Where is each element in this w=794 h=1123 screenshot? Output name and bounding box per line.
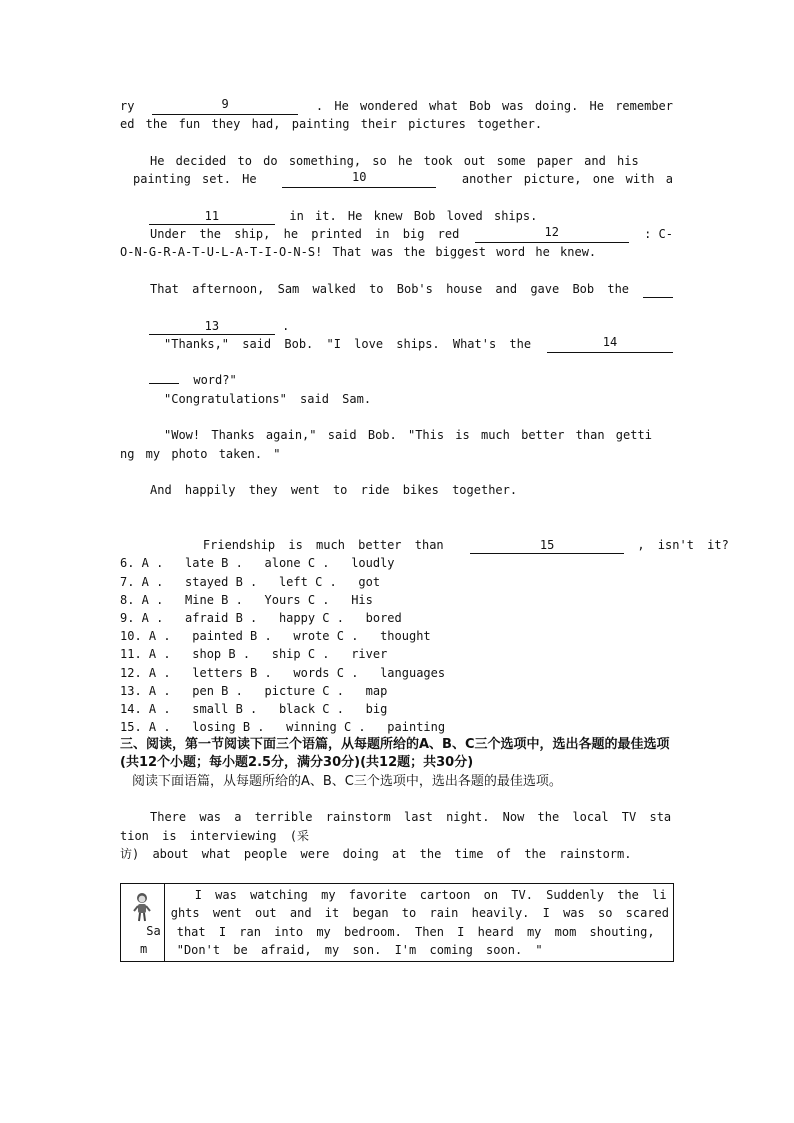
story-line: painting set. He 10 another picture, one with a (120, 170, 673, 188)
story-line: O-N-G-R-A-T-U-L-A-T-I-O-N-S! That was the biggest word he knew. (120, 245, 597, 260)
speaker-cell (121, 884, 165, 962)
speech-cell (164, 884, 673, 962)
interview-table (120, 883, 674, 962)
speech-line: I was watching my favorite cartoon on TV. Suddenly the li (194, 888, 667, 902)
section-heading: 三、阅读，第一节阅读下面三个语篇，从每题所给的A、B、C三个选项中，选出各题的最佳选项(共12个小题；每小题2.5分，满分30分)(共12题；共30分) (120, 737, 670, 771)
speech-line: ghts went out and it began to rain heavily. I was so scared (170, 906, 669, 921)
section-instruction: 阅读下面语篇，从每题所给的A、B、C三个选项中，选出各题的最佳选项。 (132, 774, 562, 790)
option-row[interactable]: 11. A . shop B . ship C . river (120, 647, 388, 662)
option-row[interactable]: 10. A . painted B . wrote C . thought (120, 629, 431, 644)
answer-options (120, 554, 673, 736)
intro-line: tion is interviewing (采 (120, 828, 309, 843)
option-row[interactable]: 9. A . afraid B . happy C . bored (120, 610, 402, 625)
story-line: ed the fun they had, painting their pictures together. (120, 117, 543, 132)
option-row[interactable]: 6. A . late B . alone C . loudly (120, 556, 395, 571)
speech-line: that I ran into my bedroom. Then I heard my mom shouting, (176, 924, 655, 939)
story-line: Friendship is much better than 15 , isn't it? (202, 538, 729, 553)
story-line: Under the ship, he printed in big red 12 : C- (120, 225, 673, 243)
story-line: He decided to do something, so he took out some paper and his (150, 153, 639, 168)
blank-9[interactable]: 9 (152, 97, 298, 115)
blank-10[interactable]: 10 (282, 170, 436, 188)
intro-line: 访) about what people were doing at the time of the rainstorm. (120, 846, 632, 861)
option-row[interactable]: 8. A . Mine B . Yours C . His (120, 592, 373, 607)
story-line: 11 in it. He knew Bob loved ships. (120, 188, 673, 206)
story-line: ry 9 . He wondered what Bob was doing. He remember (120, 97, 673, 115)
story-line: 13 . (120, 298, 673, 316)
blank-13[interactable]: 13 (149, 319, 275, 335)
blank-13-start[interactable] (643, 280, 673, 298)
blank-12[interactable]: 12 (475, 225, 629, 243)
blank-14-end[interactable] (149, 383, 179, 384)
story-line: That afternoon, Sam walked to Bob's house and gave Bob the (120, 280, 673, 298)
option-row[interactable]: 13. A . pen B . picture C . map (120, 683, 388, 698)
worksheet-page (120, 97, 729, 863)
boy-figure-icon (132, 892, 152, 922)
story-line: "Thanks," said Bob. "I love ships. What's the 14 (120, 335, 673, 353)
option-row[interactable]: 12. A . letters B . words C . languages (120, 665, 446, 680)
speaker-name: m (140, 941, 148, 956)
option-row[interactable]: 14. A . small B . black C . big (120, 701, 388, 716)
option-row[interactable]: 7. A . stayed B . left C . got (120, 574, 381, 589)
blank-14[interactable]: 14 (547, 335, 673, 353)
speech-line: "Don't be afraid, my son. I'm coming soon. " (176, 942, 543, 957)
option-row[interactable]: 15. A . losing B . winning C . painting (120, 720, 446, 735)
intro-line: There was a terrible rainstorm last night. Now the local TV sta (150, 810, 672, 825)
blank-11[interactable]: 11 (149, 209, 275, 225)
story-line: ng my photo taken. " (120, 446, 281, 461)
story-line: "Wow! Thanks again," said Bob. "This is much better than getti (164, 428, 652, 443)
story-line: And happily they went to ride bikes together. (150, 483, 518, 498)
speaker-name: Sa (146, 923, 161, 938)
story-line: "Congratulations" said Sam. (164, 391, 372, 406)
blank-15[interactable]: 15 (470, 538, 624, 554)
story-line: word?" (120, 353, 673, 371)
